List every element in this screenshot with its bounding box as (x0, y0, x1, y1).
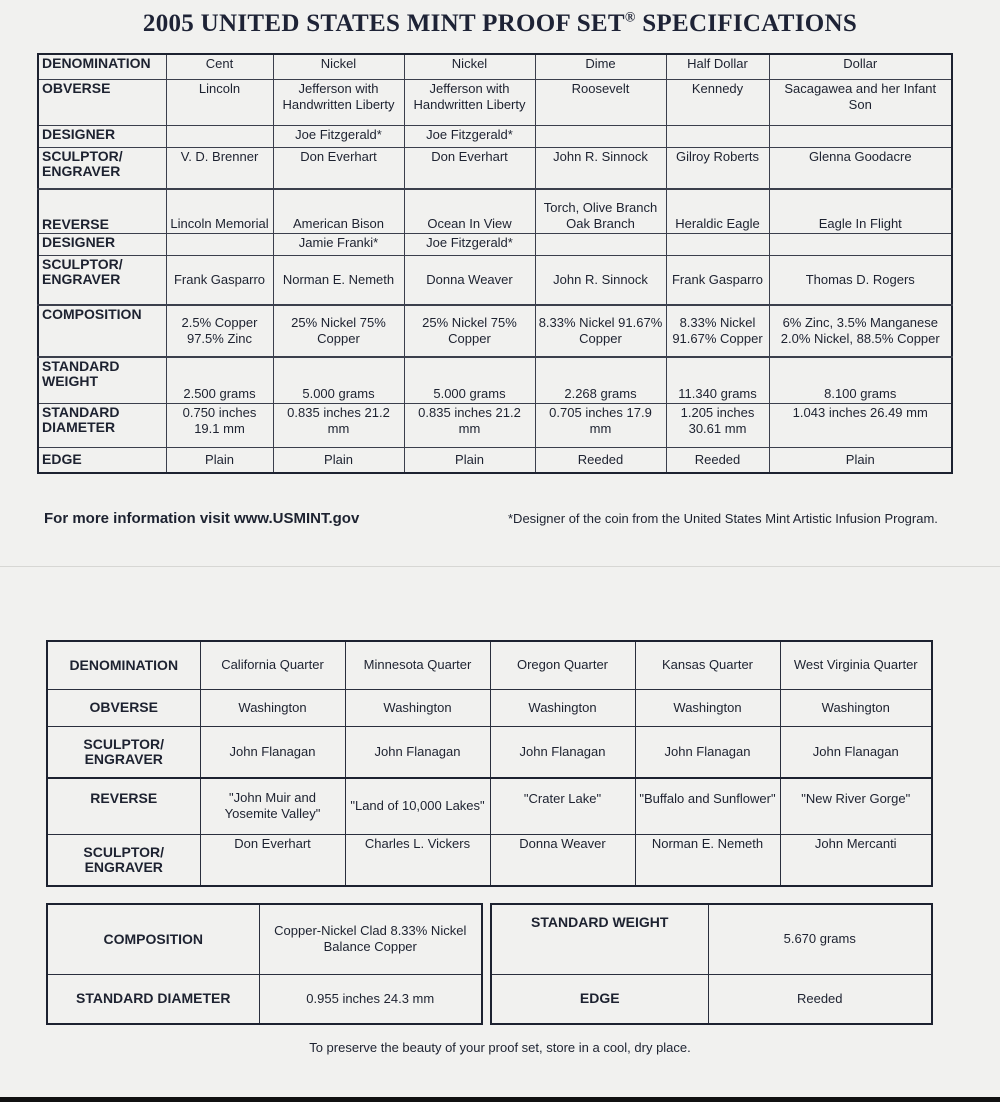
table-row (47, 834, 932, 886)
row-label: OBVERSE (47, 689, 200, 726)
table-cell: Washington (200, 689, 345, 726)
page-title: 2005 UNITED STATES MINT PROOF SET® SPECIFICATIONS (142, 10, 858, 37)
table-cell: Norman E. Nemeth (273, 255, 404, 305)
diameter-value: 0.955 inches 24.3 mm (259, 974, 482, 1024)
table-cell: "New River Gorge" (780, 778, 932, 834)
designer-footnote: *Designer of the coin from the United States Mint Artistic Infusion Program. (508, 511, 938, 526)
composition-value: Copper-Nickel Clad 8.33% Nickel Balance Copper (259, 904, 482, 974)
table-row (491, 974, 932, 1024)
table-cell (666, 125, 769, 147)
table-cell: Jefferson with Handwritten Liberty (273, 79, 404, 125)
weight-label: STANDARD WEIGHT (491, 904, 708, 974)
table-cell: Nickel (404, 54, 535, 79)
table-cell: Charles L. Vickers (345, 834, 490, 886)
table-cell: 0.835 inches 21.2 mm (273, 403, 404, 447)
table-cell: 2.5% Copper 97.5% Zinc (166, 305, 273, 357)
table-cell: Plain (273, 447, 404, 473)
table-cell (769, 125, 952, 147)
table-row (47, 778, 932, 834)
row-label: REVERSE (47, 778, 200, 834)
table-cell: 0.750 inches 19.1 mm (166, 403, 273, 447)
diameter-label: STANDARD DIAMETER (47, 974, 259, 1024)
coin-specs-body (38, 54, 952, 473)
table-cell: Joe Fitzgerald* (273, 125, 404, 147)
table-cell: Frank Gasparro (166, 255, 273, 305)
table-cell: Washington (345, 689, 490, 726)
table-row (38, 147, 952, 189)
table-cell: John Flanagan (635, 726, 780, 778)
table-cell: Kennedy (666, 79, 769, 125)
table-row (38, 189, 952, 233)
storage-note: To preserve the beauty of your proof set, store in a cool, dry place. (309, 1040, 691, 1055)
table-cell: West Virginia Quarter (780, 641, 932, 689)
table-cell: "John Muir and Yosemite Valley" (200, 778, 345, 834)
table-cell: Heraldic Eagle (666, 189, 769, 233)
row-label: DESIGNER (38, 125, 166, 147)
row-label: DENOMINATION (38, 54, 166, 79)
website-note: For more information visit www.USMINT.gov (44, 510, 360, 527)
table-cell: 1.043 inches 26.49 mm (769, 403, 952, 447)
quarter-composition-table (46, 903, 483, 1025)
table-cell: Washington (780, 689, 932, 726)
table-cell (166, 233, 273, 255)
quarter-specs-body (47, 641, 932, 886)
table-cell: 8.100 grams (769, 357, 952, 403)
table-cell: Glenna Goodacre (769, 147, 952, 189)
table-cell: 11.340 grams (666, 357, 769, 403)
table-cell: 2.268 grams (535, 357, 666, 403)
table-cell: Torch, Olive Branch Oak Branch (535, 189, 666, 233)
table-cell: American Bison (273, 189, 404, 233)
table-cell (535, 233, 666, 255)
table-row (47, 689, 932, 726)
table-cell: Joe Fitzgerald* (404, 125, 535, 147)
table-cell (666, 233, 769, 255)
table-row (491, 904, 932, 974)
table-cell: "Buffalo and Sunflower" (635, 778, 780, 834)
table-row (38, 233, 952, 255)
table-cell: Jefferson with Handwritten Liberty (404, 79, 535, 125)
table-cell: Norman E. Nemeth (635, 834, 780, 886)
row-label: OBVERSE (38, 79, 166, 125)
table-cell: Washington (635, 689, 780, 726)
quarter-weight-table (490, 903, 933, 1025)
table-row (47, 726, 932, 778)
table-cell: Washington (490, 689, 635, 726)
row-label: EDGE (38, 447, 166, 473)
edge-value: Reeded (708, 974, 932, 1024)
row-label: DENOMINATION (47, 641, 200, 689)
row-label: REVERSE (38, 189, 166, 233)
table-row (38, 255, 952, 305)
table-cell: Kansas Quarter (635, 641, 780, 689)
table-cell: 5.000 grams (273, 357, 404, 403)
table-row (47, 641, 932, 689)
table-cell: Donna Weaver (404, 255, 535, 305)
table-cell: Don Everhart (200, 834, 345, 886)
table-cell: Cent (166, 54, 273, 79)
table-cell: Lincoln Memorial (166, 189, 273, 233)
table-cell: Thomas D. Rogers (769, 255, 952, 305)
fold-line (0, 566, 1000, 567)
table-cell: 8.33% Nickel 91.67% Copper (535, 305, 666, 357)
table-cell: John Flanagan (200, 726, 345, 778)
table-cell (769, 233, 952, 255)
table-cell: V. D. Brenner (166, 147, 273, 189)
bottom-edge (0, 1097, 1000, 1102)
table-cell: Joe Fitzgerald* (404, 233, 535, 255)
table-cell: Don Everhart (404, 147, 535, 189)
table-cell: 5.000 grams (404, 357, 535, 403)
table-cell: 0.835 inches 21.2 mm (404, 403, 535, 447)
table-row (38, 403, 952, 447)
row-label: SCULPTOR/ ENGRAVER (47, 726, 200, 778)
table-cell: Eagle In Flight (769, 189, 952, 233)
table-cell: John Flanagan (490, 726, 635, 778)
table-cell (166, 125, 273, 147)
table-cell: John Mercanti (780, 834, 932, 886)
table-cell: 8.33% Nickel 91.67% Copper (666, 305, 769, 357)
table-cell: "Crater Lake" (490, 778, 635, 834)
table-row (38, 79, 952, 125)
table-cell: 25% Nickel 75% Copper (404, 305, 535, 357)
table-cell: John R. Sinnock (535, 255, 666, 305)
table-cell: John Flanagan (780, 726, 932, 778)
table-cell: Half Dollar (666, 54, 769, 79)
table-row (38, 305, 952, 357)
table-cell: 6% Zinc, 3.5% Manganese 2.0% Nickel, 88.5% Copper (769, 305, 952, 357)
table-cell: Plain (404, 447, 535, 473)
table-cell: Dime (535, 54, 666, 79)
row-label: STANDARD DIAMETER (38, 403, 166, 447)
row-label: SCULPTOR/ ENGRAVER (38, 255, 166, 305)
row-label: SCULPTOR/ ENGRAVER (47, 834, 200, 886)
table-cell: Ocean In View (404, 189, 535, 233)
table-row (47, 904, 482, 974)
table-cell (535, 125, 666, 147)
table-row (38, 125, 952, 147)
table-cell: Sacagawea and her Infant Son (769, 79, 952, 125)
table-cell: Nickel (273, 54, 404, 79)
table-cell: Dollar (769, 54, 952, 79)
table-cell: Gilroy Roberts (666, 147, 769, 189)
table-cell: Minnesota Quarter (345, 641, 490, 689)
table-row (38, 357, 952, 403)
table-cell: Reeded (535, 447, 666, 473)
coin-specs-table (37, 53, 953, 474)
table-cell: 0.705 inches 17.9 mm (535, 403, 666, 447)
table-row (38, 54, 952, 79)
table-cell: 25% Nickel 75% Copper (273, 305, 404, 357)
row-label: SCULPTOR/ ENGRAVER (38, 147, 166, 189)
table-cell: Reeded (666, 447, 769, 473)
table-cell: John Flanagan (345, 726, 490, 778)
table-cell: 2.500 grams (166, 357, 273, 403)
table-cell: John R. Sinnock (535, 147, 666, 189)
row-label: STANDARD WEIGHT (38, 357, 166, 403)
table-cell: "Land of 10,000 Lakes" (345, 778, 490, 834)
table-cell: Don Everhart (273, 147, 404, 189)
weight-value: 5.670 grams (708, 904, 932, 974)
composition-label: COMPOSITION (47, 904, 259, 974)
table-cell: Roosevelt (535, 79, 666, 125)
table-row (47, 974, 482, 1024)
row-label: DESIGNER (38, 233, 166, 255)
table-cell: Jamie Franki* (273, 233, 404, 255)
table-cell: Lincoln (166, 79, 273, 125)
table-cell: Donna Weaver (490, 834, 635, 886)
row-label: COMPOSITION (38, 305, 166, 357)
table-cell: Frank Gasparro (666, 255, 769, 305)
table-cell: Oregon Quarter (490, 641, 635, 689)
registered-mark: ® (624, 10, 636, 26)
quarter-specs-table (46, 640, 933, 887)
table-row (38, 447, 952, 473)
table-cell: 1.205 inches 30.61 mm (666, 403, 769, 447)
table-cell: Plain (769, 447, 952, 473)
edge-label: EDGE (491, 974, 708, 1024)
table-cell: California Quarter (200, 641, 345, 689)
table-cell: Plain (166, 447, 273, 473)
